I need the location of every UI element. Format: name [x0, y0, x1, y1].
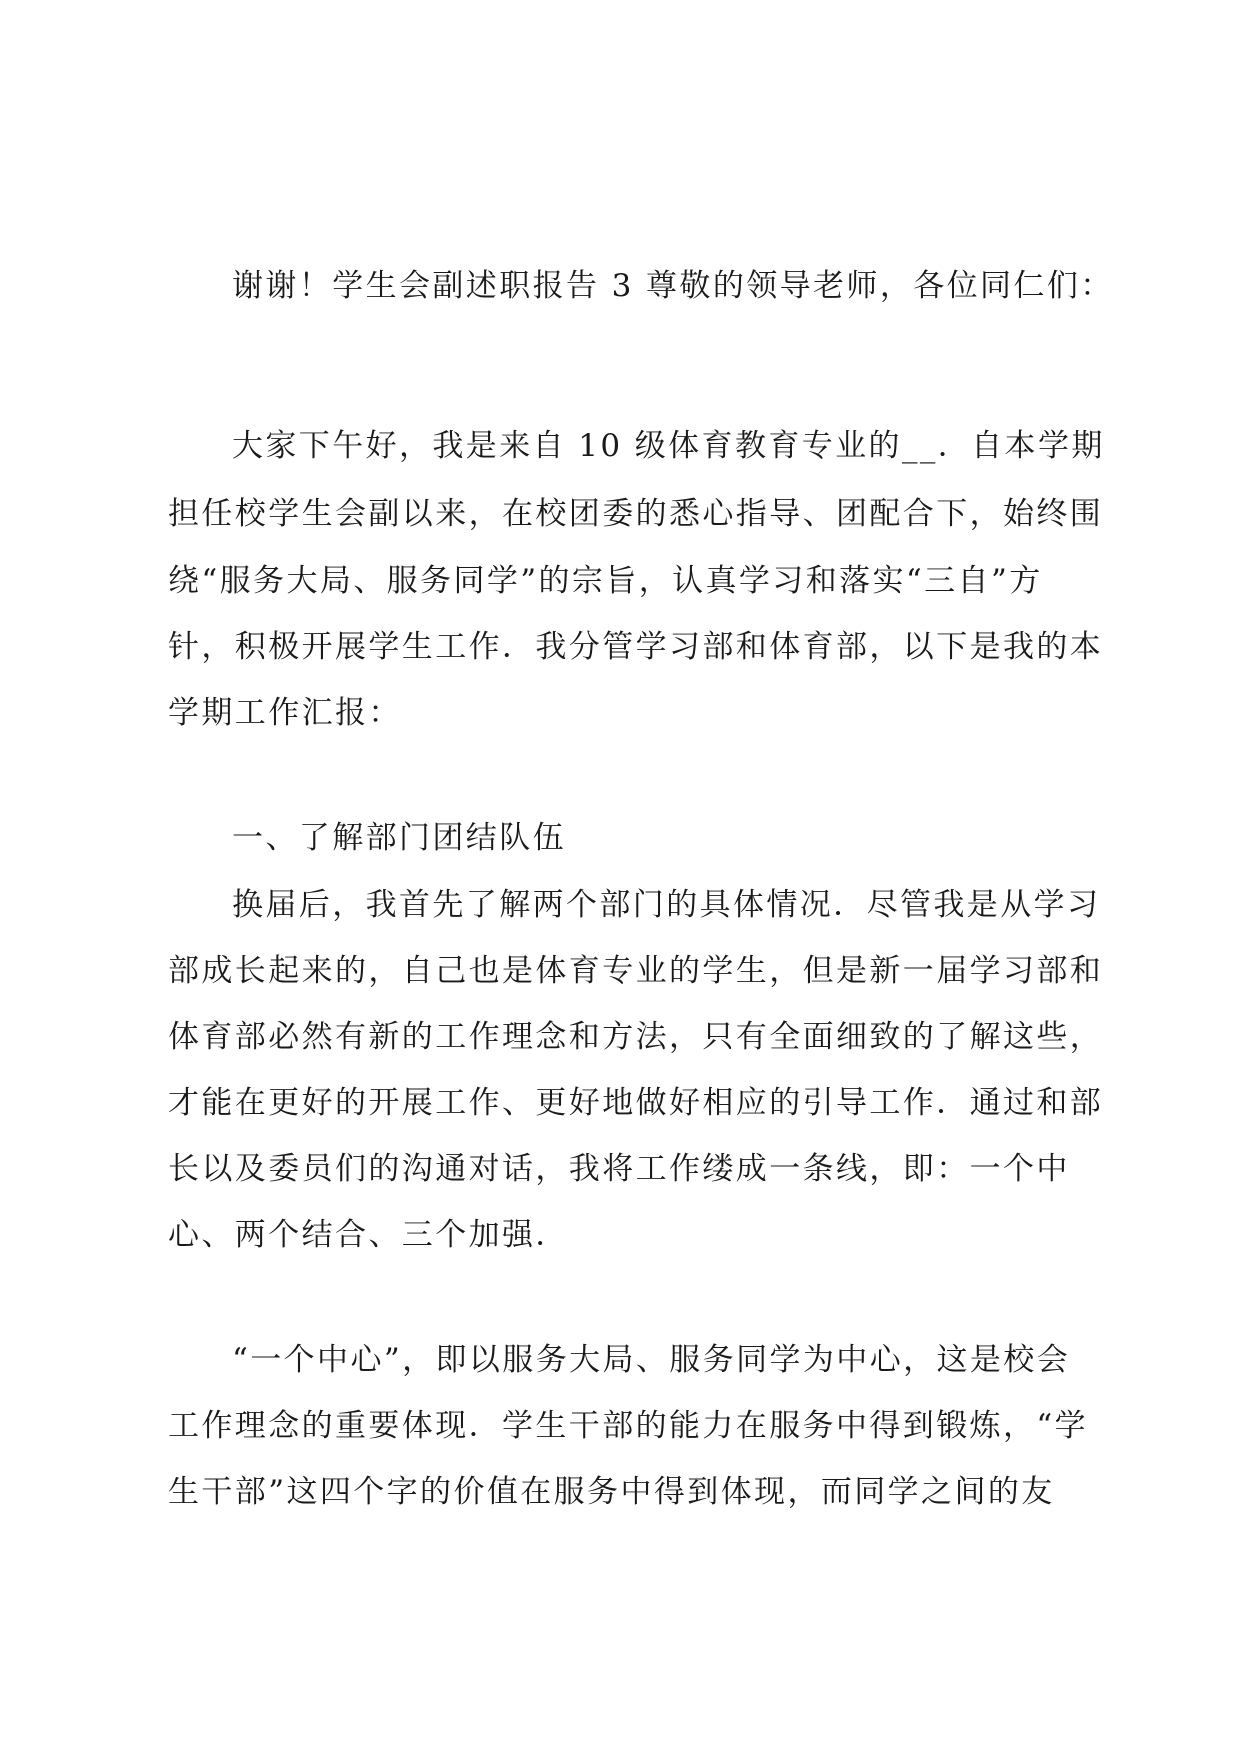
text-line: 部成长起来的，自己也是体育专业的学生，但是新一届学习部和	[168, 953, 1104, 989]
text-line: 体育部必然有新的工作理念和方法，只有全面细致的了解这些，	[168, 1019, 1104, 1055]
text-line: 工作理念的重要体现．学生干部的能力在服务中得到锻炼，“学	[168, 1408, 1089, 1444]
text-line: 学期工作汇报：	[168, 695, 402, 731]
text-line: 谢谢！学生会副述职报告 3 尊敬的领导老师，各位同仁们：	[232, 268, 1114, 304]
text-line: 生干部”这四个字的价值在服务中得到体现，而同学之间的友	[168, 1474, 1055, 1510]
text-line: 心、两个结合、三个加强．	[168, 1217, 569, 1253]
text-line: 绕“服务大局、服务同学”的宗旨，认真学习和落实“三自”方	[168, 563, 1043, 599]
text-line: 换届后，我首先了解两个部门的具体情况．尽管我是从学习	[232, 887, 1101, 923]
text-line: “一个中心”，即以服务大局、服务同学为中心，这是校会	[232, 1342, 1071, 1378]
text-line: 大家下午好，我是来自 10 级体育教育专业的__．自本学期	[232, 428, 1105, 464]
text-line: 长以及委员们的沟通对话，我将工作缕成一条线，即：一个中	[168, 1151, 1070, 1187]
text-line: 担任校学生会副以来，在校团委的悉心指导、团配合下，始终围	[168, 496, 1104, 532]
section-heading: 一、了解部门团结队伍	[232, 820, 566, 856]
text-line: 才能在更好的开展工作、更好地做好相应的引导工作．通过和部	[168, 1085, 1104, 1121]
text-line: 针，积极开展学生工作．我分管学习部和体育部，以下是我的本	[168, 629, 1104, 665]
